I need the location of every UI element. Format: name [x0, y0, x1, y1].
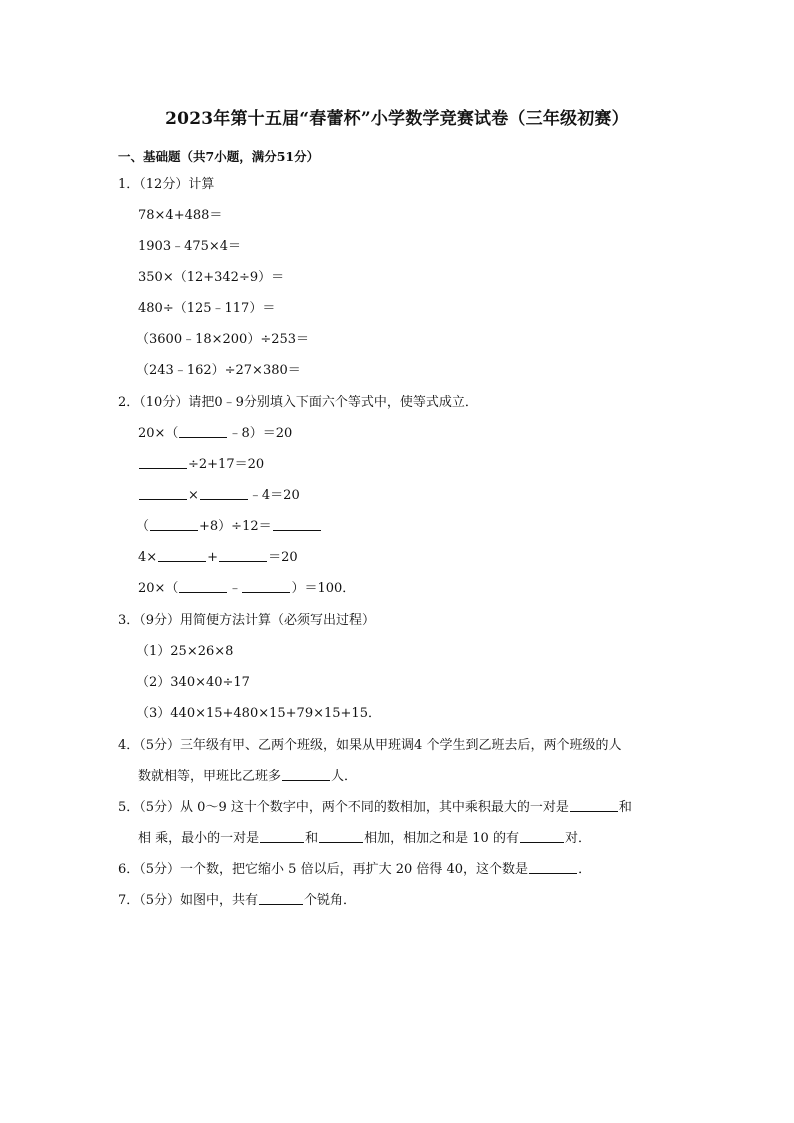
answer-blank[interactable] [150, 518, 198, 531]
question-1-item: 480÷（125﹣117）＝ [138, 301, 276, 316]
question-5-line-1: 5．（5分）从 0～9 这十个数字中，两个不同的数相加，其中乘积最大的一对是 和 [118, 800, 632, 815]
answer-blank[interactable] [158, 549, 206, 562]
question-1-item: 78×4+488＝ [138, 208, 223, 223]
section-heading: 一、基础题（共7小题，满分51分） [118, 149, 320, 164]
question-5-line-2: 相 乘，最小的一对是 和 相加，相加之和是 10 的有 对． [138, 831, 591, 846]
answer-blank[interactable] [219, 549, 267, 562]
answer-blank[interactable] [282, 768, 330, 781]
answer-blank[interactable] [179, 580, 227, 593]
answer-blank[interactable] [260, 830, 304, 843]
question-2-equation-1: 20×（ ﹣8）＝20 [138, 426, 293, 441]
question-4-line-2: 数就相等，甲班比乙班多 人． [138, 769, 358, 784]
answer-blank[interactable] [139, 487, 187, 500]
question-1-stem: 1．（12分）计算 [118, 177, 215, 192]
question-2-stem: 2．（10分）请把0﹣9分别填入下面六个等式中，使等式成立． [118, 395, 478, 410]
answer-blank[interactable] [200, 487, 248, 500]
question-6: 6．（5分）一个数，把它缩小 5 倍以后，再扩大 20 倍得 40，这个数是 ． [118, 862, 592, 877]
question-1-item: 1903﹣475×4＝ [138, 239, 242, 254]
question-2-equation-5: 4× + ＝20 [138, 550, 298, 565]
answer-blank[interactable] [570, 799, 618, 812]
question-3-stem: 3．（9分）用简便方法计算（必须写出过程） [118, 613, 376, 628]
answer-blank[interactable] [242, 580, 290, 593]
question-3-item: （1）25×26×8 [136, 644, 234, 659]
answer-blank[interactable] [273, 518, 321, 531]
question-1-item: （243﹣162）÷27×380＝ [136, 363, 301, 378]
answer-blank[interactable] [529, 861, 577, 874]
answer-blank[interactable] [259, 892, 303, 905]
question-7: 7．（5分）如图中，共有 个锐角． [118, 893, 357, 908]
question-4-line-1: 4．（5分）三年级有甲、乙两个班级，如果从甲班调4 个学生到乙班去后，两个班级的人 [118, 738, 622, 753]
question-2-equation-3: × ﹣4＝20 [138, 487, 300, 505]
question-1-item: （3600﹣18×200）÷253＝ [136, 332, 310, 347]
answer-blank[interactable] [179, 425, 227, 438]
question-2-equation-4: （ +8）÷12＝ [136, 518, 322, 536]
page-title: 2023年第十五届“春蕾杯”小学数学竞赛试卷（三年级初赛） [165, 109, 629, 129]
question-3-item: （3）440×15+480×15+79×15+15． [136, 706, 381, 721]
question-1-item: 350×（12+342÷9）＝ [138, 270, 285, 285]
answer-blank[interactable] [520, 830, 564, 843]
question-3-item: （2）340×40÷17 [136, 675, 250, 690]
question-2-equation-6: 20×（ ﹣ ）＝100． [138, 581, 356, 596]
answer-blank[interactable] [139, 456, 187, 469]
question-2-equation-2: ÷2+17＝20 [138, 456, 264, 474]
answer-blank[interactable] [319, 830, 363, 843]
